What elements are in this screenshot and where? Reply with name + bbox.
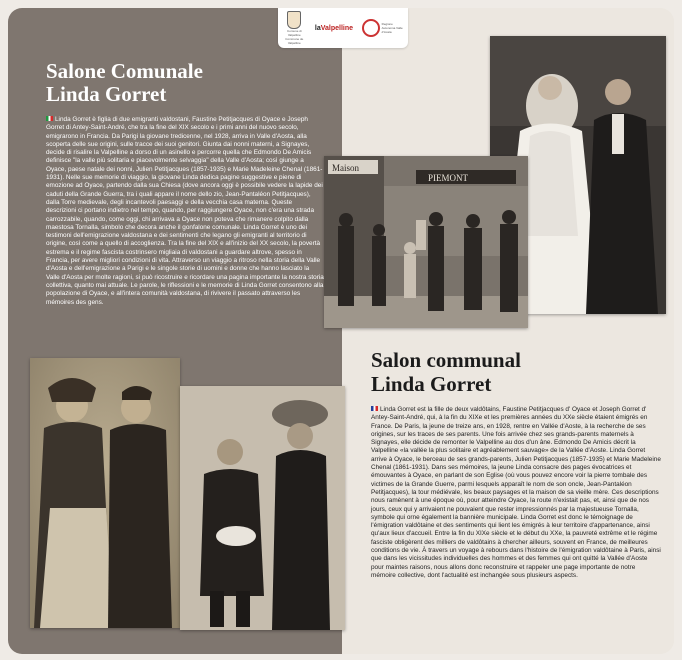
storefront-sign-right: PIEMONT (428, 173, 468, 183)
french-body (371, 406, 661, 580)
logo-strip (278, 8, 408, 48)
italian-title (46, 60, 316, 106)
storefront-sign-left: Maison (332, 163, 359, 173)
commune-crest-icon (287, 11, 301, 29)
poster-panel (8, 8, 674, 654)
commune-caption: Comune di Valpelline Commune de Valpelline (285, 29, 304, 45)
french-title-line2: Linda Gorret (371, 372, 492, 396)
region-logo (362, 19, 404, 37)
italian-body-text: Linda Gorret è figlia di due emigranti valdostani, Faustine Petitjacques di Oyace e Joseph Gorret di Antey-Saint-André, che tra la fine del XIX secolo e i primi anni del nuovo secolo, emigrarono in Francia. Da Parigi la giovane tredicenne, nel 1928, arriva in Valle d'Aosta, alla scoperta delle sue origini, sulle tracce dei suoi genitori. Giunta dai nonni materni, a Signayes, decide di risalire la Valpelline a dorso di un asinello e percorre quella che Edmondo De Amicis definisce "la valle più solitaria e piacevolmente selvaggia" della Valle d'Aosta; così giunge a Oyace, paese natale dei nonni, Julien Petitjacques (1857-1935) e Marie Madeleine Chenal (1861-1931). Nelle sue memorie di viaggio, la giovane Linda dedica pagine suggestive e piene di emozione ad Oyace, partendo dalla sua Chiesa (dove ancora oggi è possibile vedere la lapide dei caduti della Grande Guerra, tra i quali appare il nome dello zio, Jean-Pantaléon Petitjacques), dalla Torre medievale, degli incantevoli paesaggi e della vecchia casa materna. Queste descrizioni ci portano indietro nel tempo, quando, per raggiungere Oyace, non c'era una strada carrozzabile, quando, come oggi, chi arrivava a Oyace non poteva che rimanere colpito dalla maestosa Tornalla, simbolo che decora anche il gonfalone comunale. Linda Gorret è uno dei testimoni dell'emigrazione valdostana e dei sentimenti che legano gli emigranti al territorio di origine, così come a quello di accoglienza. Tra la fine del XIX e all'inizio del XX secolo, la povertà estrema e il regime fascista costrinsero migliaia di valdostani a guardare altrove, spesso in Francia, per avere migliori condizioni di vita. Attraverso un viaggio a ritroso nella storia della Valle d'Aosta e dell'emigrazione a Parigi e le singole storie di uomini e donne che hanno lasciato la Valle d'Aosta per molte ragioni, si può ricostruire e ricordare una pagina importante la nostra storia collettiva, quanto mai attuale. Le parole, le riflessioni e le memorie di Linda Gorret consentono alla popolazione di Oyace, e all'intera comunità valdostana, di rivivere il passato attraverso les mémoires des gens. (46, 116, 324, 306)
brand-name: Valpelline (320, 24, 354, 32)
brand-prefix: la (314, 24, 321, 32)
french-title-line1: Salon communal (371, 348, 521, 372)
french-body-text: Linda Gorret est la fille de deux valdôtains, Faustine Petitjacques d' Oyace et Joseph Gorret d' Antey-Saint-André, qui, à la fin du XIXe et les premières années du XXe siècle étaient émigrés en France. De Paris, la jeune de treize ans, en 1928, rentre en Vallée d'Aoste, à la recherche de ses origines, sur les traces de ses parents. Une fois arrivée chez ses grands-parents maternels à Signayes, elle décide de remonter le Valpelline au dos d'un âne. Edmondo De Amicis décrit la Valpelline «la vallée la plus solitaire et agréablement sauvage» de la Vallée d'Aoste. Linda Gorret arrive à Oyace, le berceau de ses grands-parents, Julien Petitjacques (1857-1935) et Marie Madeleine Chenal (1861-1931). Dans ses mémoires, la jeune Linda consacre des pages évocatrices et émouvantes à Oyace, en parlant de son Eglise (où vous pouvez encore voir la pierre tombale des victimes de la Grande Guerre, parmi lesquels apparaît le nom de son oncle, Jean-Pantaléon Petitjacques), la tour médiévale, les beaux paysages et la maison de sa vieille mère. Ces descriptions nous ramènent à une époque où, pour atteindre Oyace, la route n'existait pas, et, ainsi que de nos jours, ceux qui y arrivaient ne pouvaient que rester impressionnés par la majestueuse Tornalla, symbole qui orne également la bannière municipale. Linda Gorret est donc le témoignage de l'émigration valdôtaine et des sentiments qui lient les émigrés à leur territoire d'appartenance, ainsi qu'aux lieux d'accueil. Entre la fin du XIXe siècle et le début du XXe, la pauvreté extrême et le régime fasciste obligèrent des milliers de valdôtains à chercher ailleurs, souvent en France, de meilleures conditions de vie. À travers un voyage à rebours dans l'histoire de l'émigration valdôtaine à Paris, ainsi que dans les vicissitudes individuelles des hommes et des femmes qui ont quitté la Vallée d'Aoste pour maintes raisons, nous allons donc reconstruire et rappeler une page importante de notre mémoire collective, dont l'actualité est inchangée sous plusieurs aspects. (371, 406, 661, 579)
italian-flag-icon (46, 116, 53, 121)
italian-body (46, 116, 324, 307)
young-couple-photo (30, 358, 180, 628)
region-seal-icon (362, 19, 380, 37)
commune-logo (282, 11, 306, 45)
italian-title-line2: Linda Gorret (46, 82, 167, 106)
valpelline-brand-logo (315, 25, 353, 32)
french-flag-icon (371, 406, 378, 411)
italian-title-line1: Salone Comunale (46, 59, 203, 83)
older-couple-photo (180, 386, 345, 630)
storefront-photo (324, 156, 528, 328)
french-title (371, 348, 651, 396)
region-caption: Regione Autonoma Valle d'Aosta (381, 22, 403, 34)
